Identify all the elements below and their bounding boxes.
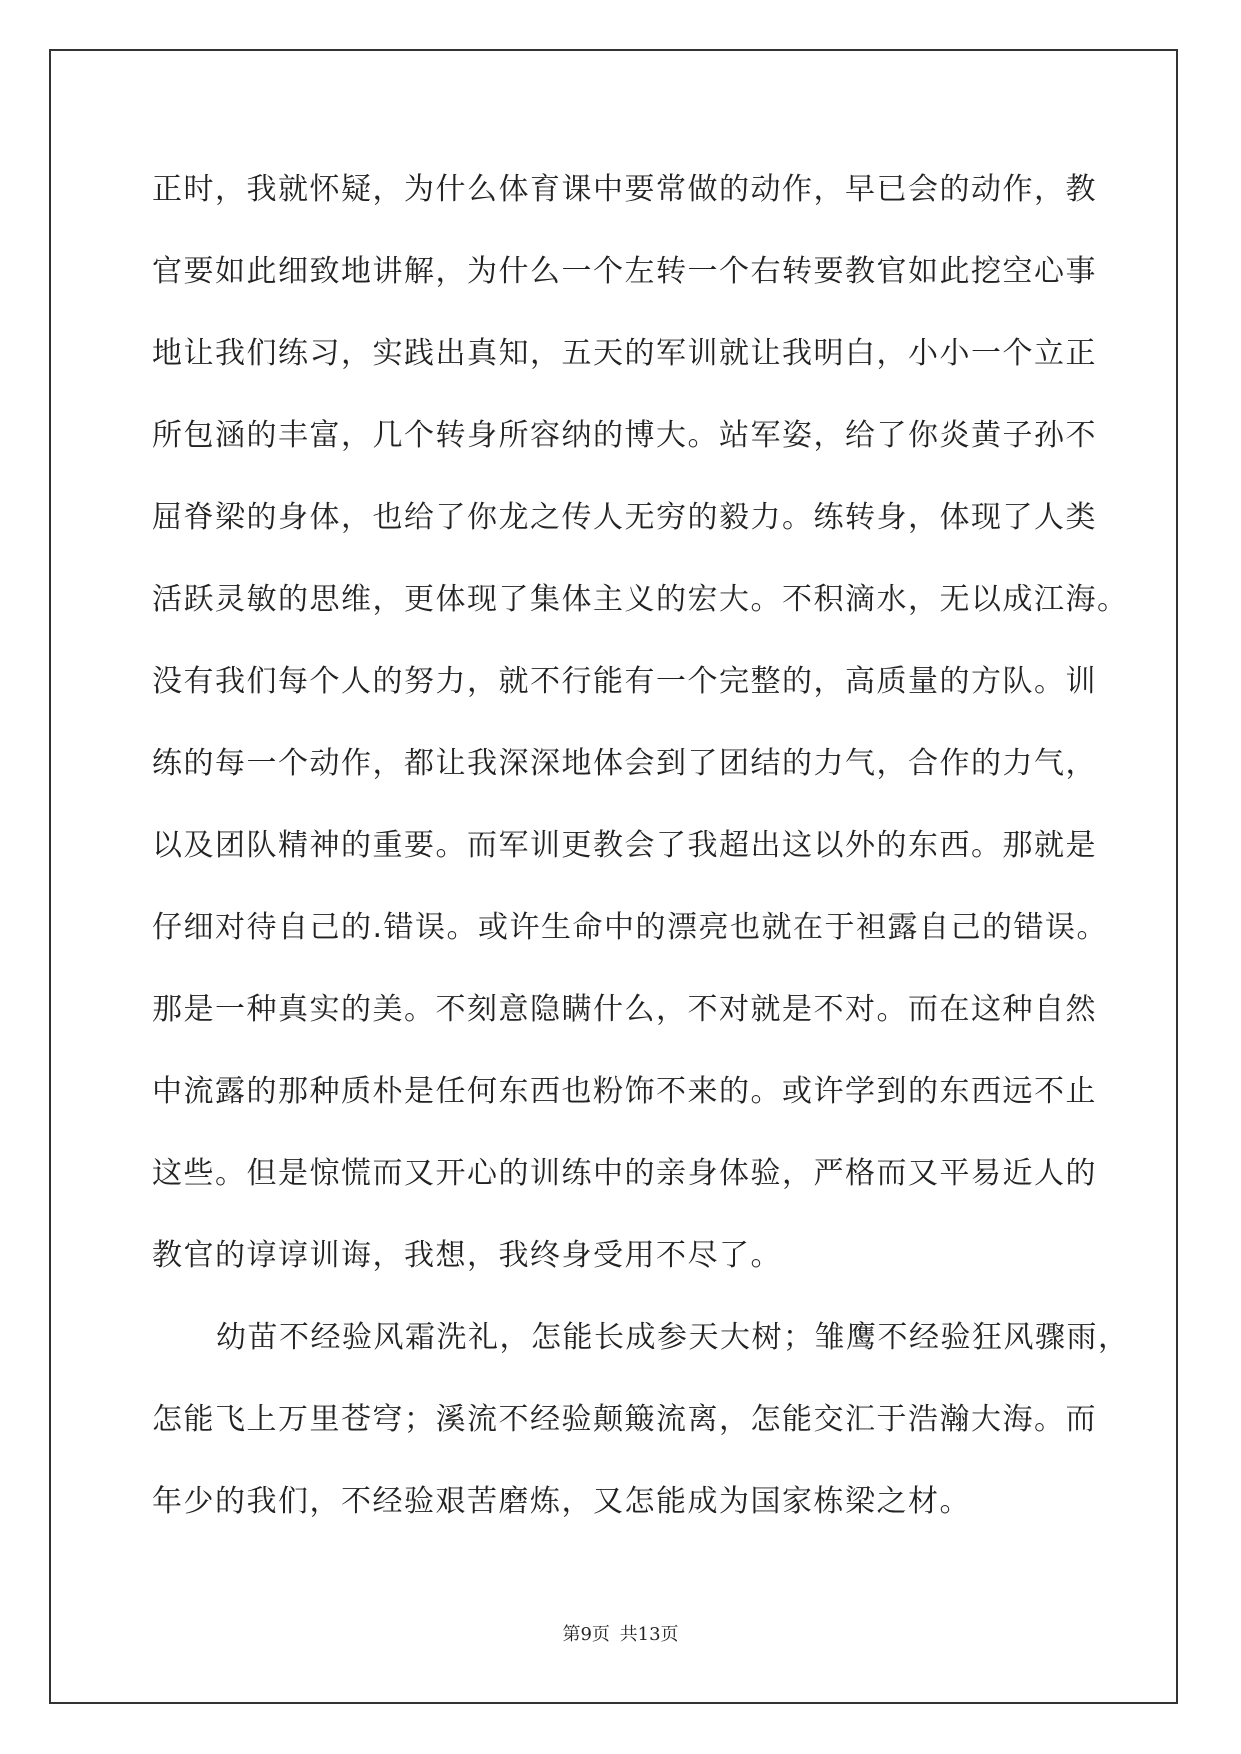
text-line: 所包涵的丰富，几个转身所容纳的博大。站军姿，给了你炎黄子孙不 — [152, 418, 1097, 453]
text-line: 那是一种真实的美。不刻意隐瞒什么，不对就是不对。而在这种自然 — [152, 992, 1097, 1027]
text-line: 年少的我们，不经验艰苦磨炼，又怎能成为国家栋梁之材。 — [152, 1484, 971, 1519]
text-line: 怎能飞上万里苍穹；溪流不经验颠簸流离，怎能交汇于浩瀚大海。而 — [152, 1402, 1097, 1437]
text-line: 正时，我就怀疑，为什么体育课中要常做的动作，早已会的动作，教 — [152, 172, 1097, 207]
text-line: 活跃灵敏的思维，更体现了集体主义的宏大。不积滴水，无以成江海。 — [152, 582, 1129, 617]
text-line: 练的每一个动作，都让我深深地体会到了团结的力气，合作的力气， — [152, 746, 1097, 781]
paragraph-first-line: 幼苗不经验风霜洗礼，怎能长成参天大树；雏鹰不经验狂风骤雨， — [216, 1320, 1130, 1355]
text-line: 没有我们每个人的努力，就不行能有一个完整的，高质量的方队。训 — [152, 664, 1097, 699]
page-total: 共13页 — [619, 1624, 679, 1645]
document-body — [152, 168, 1130, 1562]
page-number: 第9页 — [562, 1624, 610, 1645]
text-line: 地让我们练习，实践出真知，五天的军训就让我明白，小小一个立正 — [152, 336, 1097, 371]
text-line: 这些。但是惊慌而又开心的训练中的亲身体验，严格而又平易近人的 — [152, 1156, 1097, 1191]
text-line: 教官的谆谆训诲，我想，我终身受用不尽了。 — [152, 1238, 782, 1273]
text-line: 中流露的那种质朴是任何东西也粉饰不来的。或许学到的东西远不止 — [152, 1074, 1097, 1109]
text-line: 官要如此细致地讲解，为什么一个左转一个右转要教官如此挖空心事 — [152, 254, 1097, 289]
page-footer — [0, 1620, 1241, 1646]
text-line: 仔细对待自己的.错误。或许生命中的漂亮也就在于袒露自己的错误。 — [152, 910, 1109, 945]
text-line: 屈脊梁的身体，也给了你龙之传人无穷的毅力。练转身，体现了人类 — [152, 500, 1097, 535]
text-line: 以及团队精神的重要。而军训更教会了我超出这以外的东西。那就是 — [152, 828, 1097, 863]
